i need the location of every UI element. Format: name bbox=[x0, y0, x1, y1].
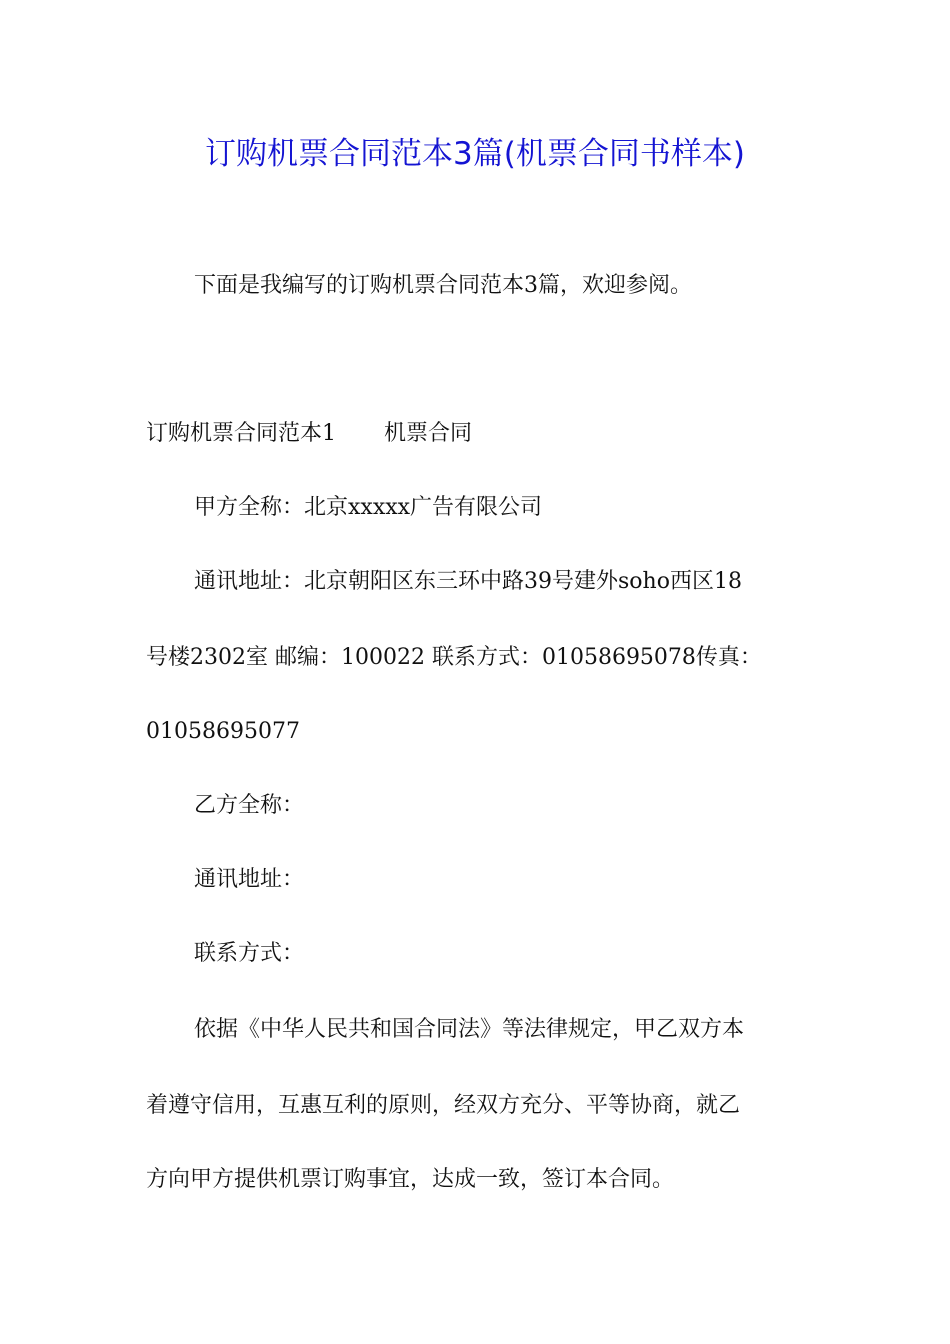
document-title: 订购机票合同范本3篇(机票合同书样本) bbox=[205, 136, 745, 172]
body-line3: 方向甲方提供机票订购事宜，达成一致，签订本合同。 bbox=[146, 1167, 675, 1192]
party-a-address-line3: 01058695077 bbox=[146, 719, 300, 744]
party-a-address-line1: 通讯地址：北京朝阳区东三环中路39号建外soho西区18 bbox=[194, 569, 742, 594]
party-b-contact: 联系方式： bbox=[194, 941, 305, 966]
body-line2: 着遵守信用，互惠互利的原则，经双方充分、平等协商，就乙 bbox=[146, 1093, 741, 1118]
party-b-address: 通讯地址： bbox=[194, 867, 305, 892]
party-a-address-line2: 号楼2302室 邮编：100022 联系方式：01058695078传真： bbox=[146, 645, 762, 670]
section-heading-line bbox=[146, 418, 826, 450]
section-heading: 订购机票合同范本1 bbox=[146, 421, 336, 446]
section-subheading: 机票合同 bbox=[384, 421, 473, 446]
body-line1: 依据《中华人民共和国合同法》等法律规定，甲乙双方本 bbox=[194, 1017, 745, 1042]
party-a-name: 甲方全称：北京xxxxx广告有限公司 bbox=[194, 495, 543, 520]
party-b-name: 乙方全称： bbox=[194, 793, 305, 818]
intro-paragraph: 下面是我编写的订购机票合同范本3篇，欢迎参阅。 bbox=[194, 273, 692, 298]
